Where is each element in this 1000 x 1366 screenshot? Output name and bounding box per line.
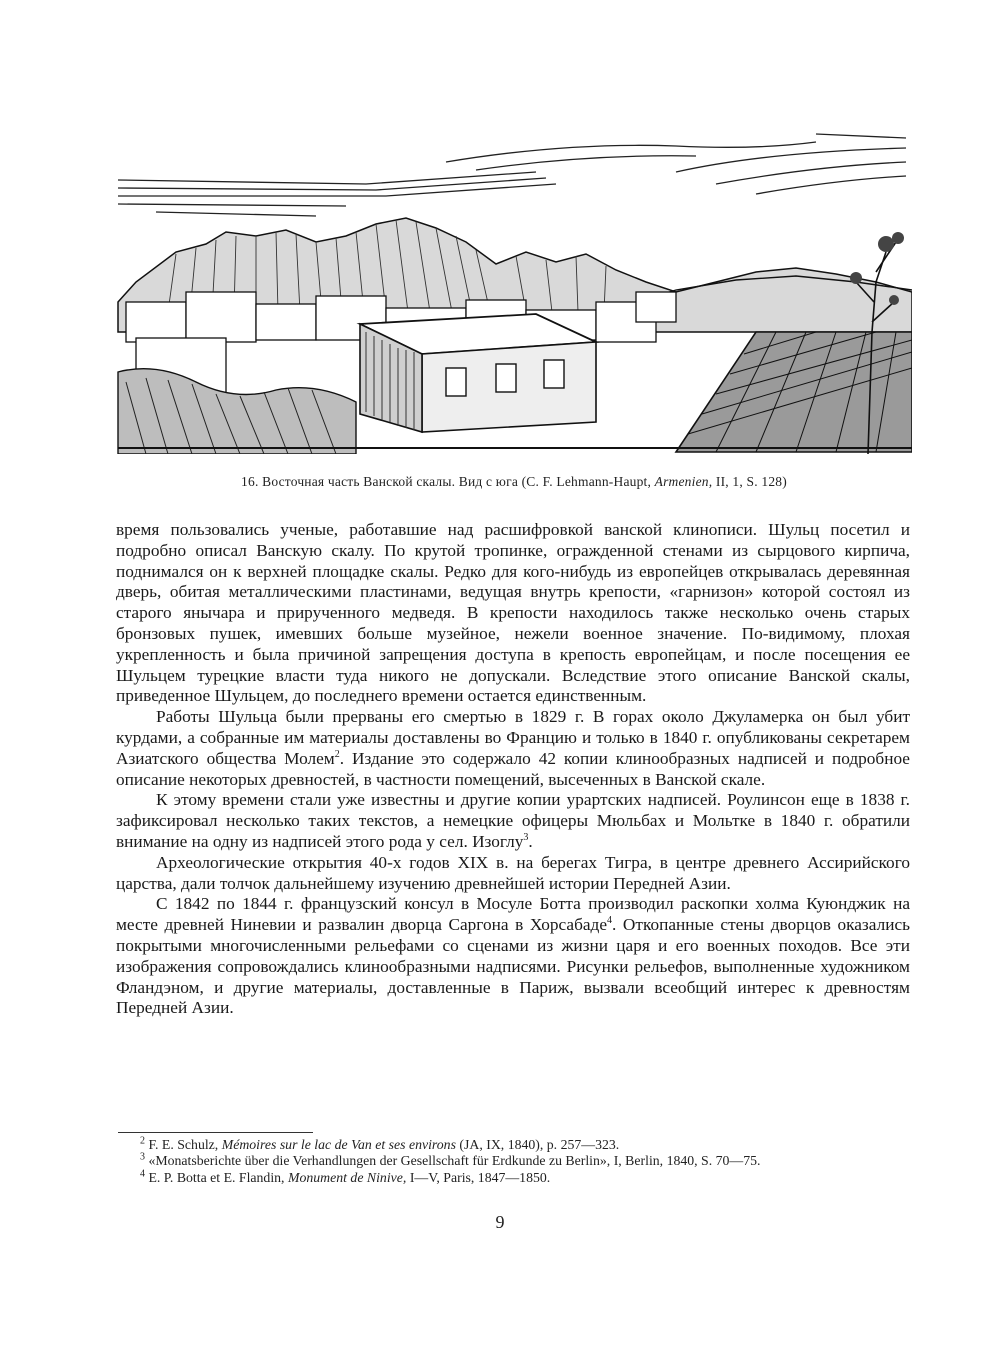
figure-number: 16.: [241, 474, 259, 489]
footnote-mark: 4: [140, 1168, 145, 1180]
footnote-text: I—V, Paris, 1847—1850.: [409, 1169, 551, 1185]
paragraph-text: . Издание это содержало 42 копии клинообразных надписей и подробное описание некоторых древностей, в частности помещений, высеченных в Ванской скале.: [116, 748, 910, 789]
paragraph-text: Работы Шульца были прерваны его смертью в 1829 г. В горах около Джуламерка он был убит курдами, а собранные им материалы доставлены во Францию и только в 1840 г. опубликованы секретарем Азиатского общества Молем: [116, 707, 910, 768]
paragraph-text: . Откопанные стены дворцов оказались покрытыми многочисленными рельефами со сценами из жизни царя и его военных походов. Все эти изображения сопровождались клинообразными надписями. Рисунки рельефов, выполненные художником Фландэном, и другие материалы, доставленные в Париж, вызвали всеобщий интерес к древностям Передней Азии.: [116, 915, 910, 1018]
paragraph: [116, 520, 910, 707]
paragraph-text: .: [528, 831, 533, 851]
footnote-title: Monument de Ninive,: [287, 1169, 407, 1185]
footnote-text: E. P. Botta et E. Flandin,: [148, 1169, 285, 1185]
paragraph: [116, 894, 910, 1019]
footnote-title: Mémoires sur le lac de Van et ses environs: [221, 1137, 456, 1152]
paragraph-text: К этому времени стали уже известны и другие копии урартских надписей. Роулинсон еще в 1838 г. зафиксировал несколько таких текстов, а немецкие офицеры Мюльбах и Мольтке в 1840 г. обратили внимание на одну из надписей этого рода у сел. Изоглу: [116, 790, 910, 851]
paragraph-text: время пользовались ученые, работавшие над расшифровкой ванской клинописи. Шульц посетил и подробно описал Ванскую скалу. По крутой тропинке, огражденной стенами из сырцового кирпича, поднимался он к верхней площадке скалы. Редко для кого-нибудь из европейцев открывалась деревянная дверь, обитая металлическими пластинами, ведущая внутрь крепости, «гарнизон» которой состоял из старого янычара и прирученного медведя. В крепости находилось также несколько очень старых бронзовых пушек, имевших больше музейное, нежели военное значение. По-видимому, плохая укрепленность и была причиной запрещения доступа в крепость европейцам, и после посещения ее Шульцем турецкие власти туда никого не допускали. Вследствие этого описание Ванской скалы, приведенное Шульцем, до последнего времени остается единственным.: [116, 520, 910, 706]
illustration-van-rock: [116, 132, 912, 454]
footnotes: [116, 1137, 910, 1186]
paragraph-text: С 1842 по 1844 г. французский консул в Мосуле Ботта производил раскопки холма Куюнджик на месте древней Ниневии и развалин дворца Саргона в Хорсабаде: [116, 894, 910, 935]
footnote-divider: [118, 1132, 313, 1133]
main-text: [116, 520, 910, 1019]
caption-work: Armenien,: [654, 474, 713, 489]
paragraph: [116, 853, 910, 895]
footnote-ref: 3: [523, 832, 529, 844]
footnote: [116, 1170, 910, 1186]
footnote-text: «Monatsberichte über die Verhandlungen der Gesellschaft für Erdkunde zu Berlin», I, Berlin, 1840, S. 70—75.: [148, 1153, 761, 1169]
footnote-text: F. E. Schulz,: [148, 1137, 219, 1152]
footnote-mark: 3: [140, 1151, 145, 1163]
paragraph: [116, 790, 910, 852]
footnote-ref: 4: [607, 915, 613, 927]
footnote-text: (JA, IX, 1840), p. 257—323.: [459, 1137, 620, 1152]
caption-text: Восточная часть Ванской скалы. Вид с юга (C. F. Lehmann-Haupt,: [262, 474, 652, 489]
footnote: [116, 1153, 910, 1169]
footnote-mark: 2: [140, 1135, 145, 1147]
paragraph: [116, 707, 910, 790]
page-number: 9: [495, 1212, 505, 1232]
footnote: [116, 1137, 910, 1153]
caption-ref: II, 1, S. 128): [715, 474, 787, 489]
van-rock-engraving: [116, 132, 912, 454]
paragraph-text: Археологические открытия 40-х годов XIX в. на берегах Тигра, в центре древнего Ассирийского царства, дали толчок дальнейшему изучению древнейшей истории Передней Азии.: [116, 852, 910, 893]
figure-caption: [116, 474, 912, 490]
footnote-ref: 2: [334, 749, 340, 760]
